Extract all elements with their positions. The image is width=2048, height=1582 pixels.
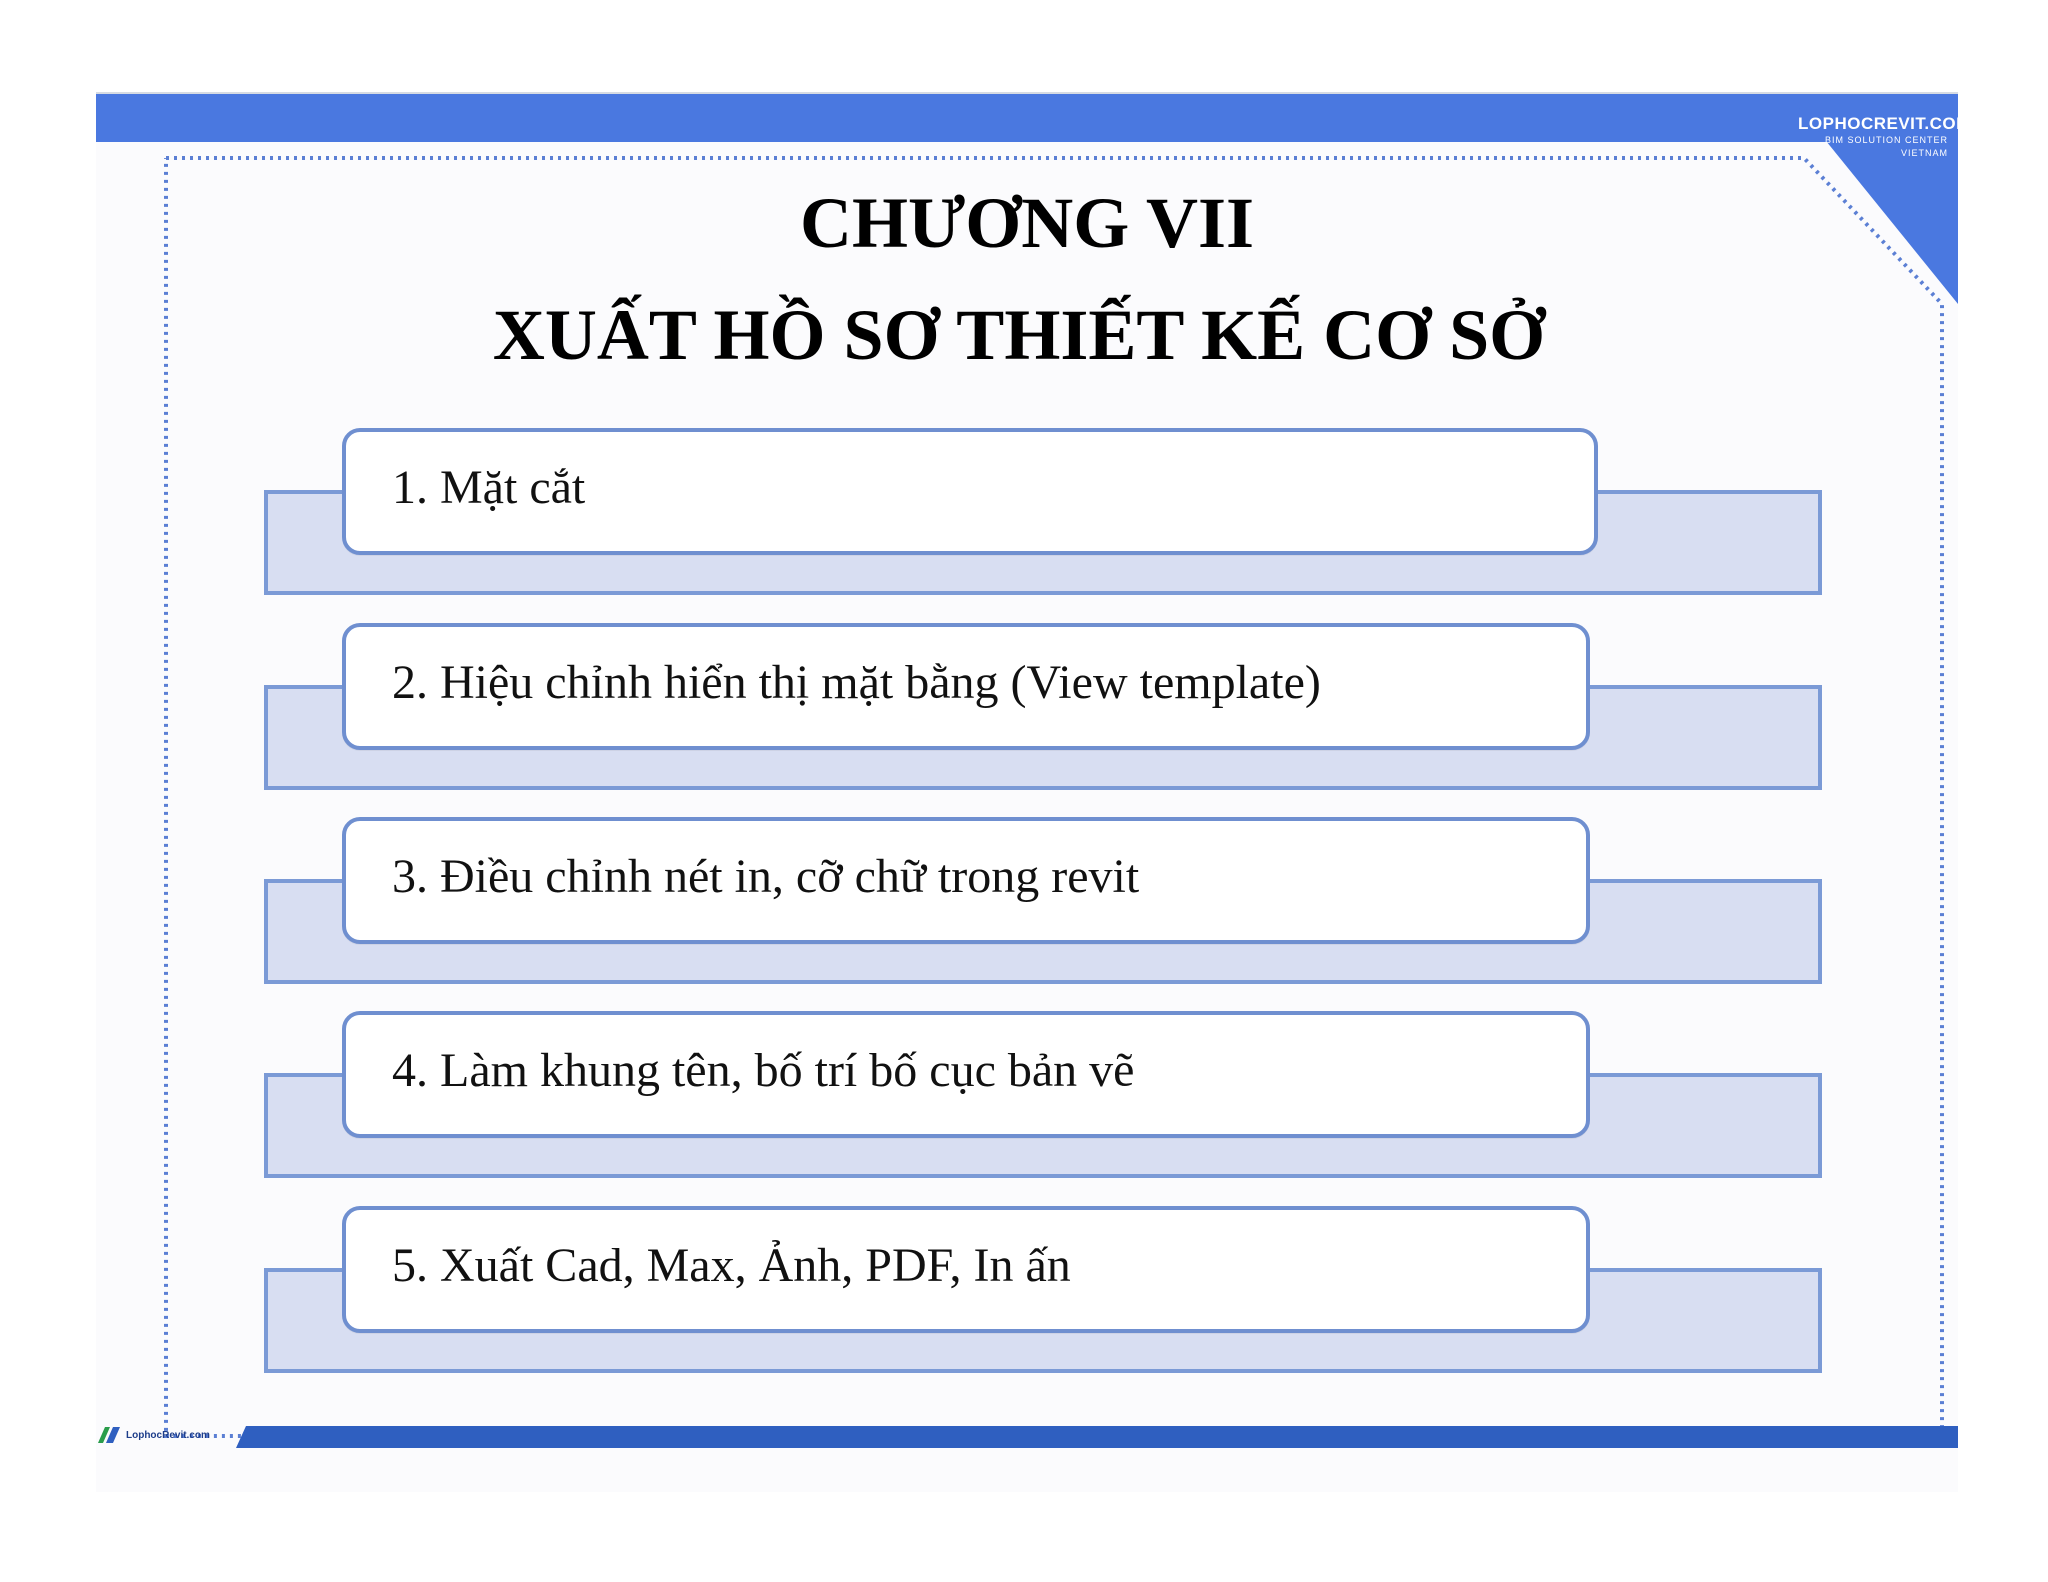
item-card — [342, 817, 1590, 944]
item-card — [342, 1206, 1590, 1333]
chapter-title: CHƯƠNG VII — [799, 183, 1255, 263]
brand-country: VIETNAM — [1900, 148, 1948, 158]
item-label: 1. Mặt cắt — [392, 461, 586, 514]
brand-name: LOPHOCREVIT.COM — [1798, 114, 1971, 133]
lophocrevit-logo-icon — [96, 1426, 122, 1444]
brand-logo — [1798, 114, 1971, 160]
item-label: 5. Xuất Cad, Max, Ảnh, PDF, In ấn — [392, 1239, 1071, 1292]
item-label: 2. Hiệu chỉnh hiển thị mặt bằng (View template) — [392, 656, 1321, 709]
slide — [96, 92, 1971, 1492]
footer-logo-text: LophocRevit.com — [126, 1429, 210, 1441]
item-label: 3. Điều chỉnh nét in, cỡ chữ trong revit — [392, 850, 1140, 903]
item-card — [342, 428, 1598, 555]
brand-tagline: BIM SOLUTION CENTER — [1824, 135, 1948, 145]
chapter-subtitle: XUẤT HỒ SƠ THIẾT KẾ CƠ SỞ — [492, 295, 1546, 375]
bottom-accent-bar — [96, 1426, 1958, 1448]
item-card — [342, 623, 1590, 750]
top-accent-bar — [96, 94, 1971, 142]
item-label: 4. Làm khung tên, bố trí bố cục bản vẽ — [392, 1044, 1135, 1097]
item-card — [342, 1011, 1590, 1138]
footer-logo — [96, 1424, 210, 1446]
